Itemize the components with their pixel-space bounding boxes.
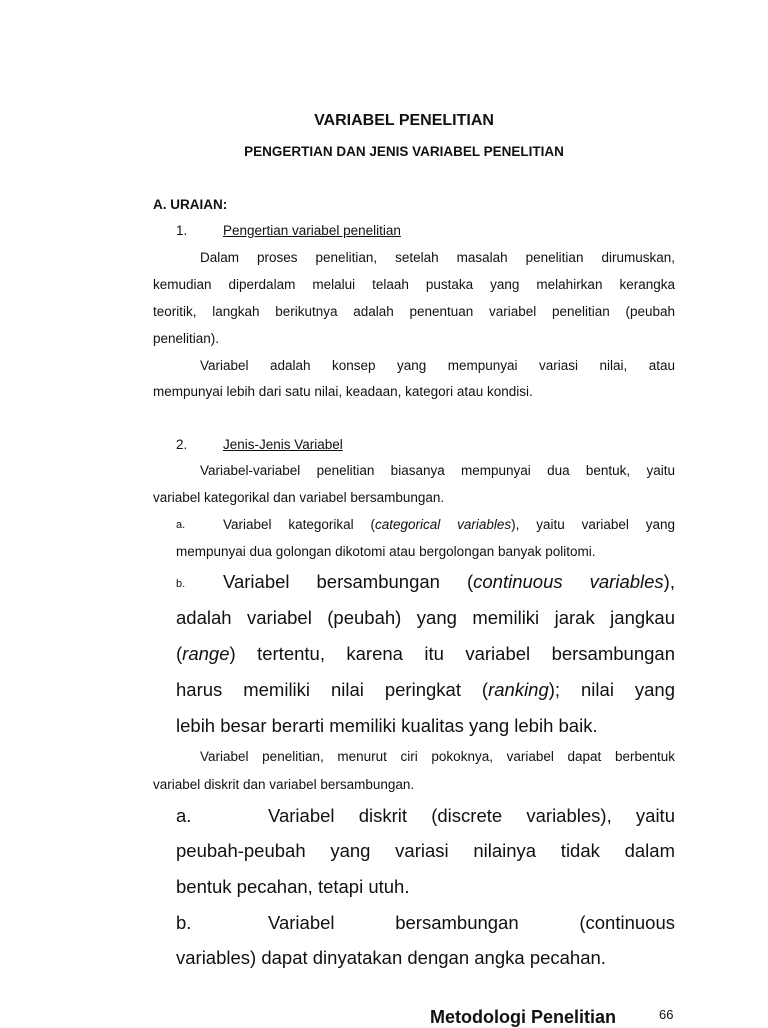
page-number: 66 [659,1007,674,1022]
item1-para1-line: kemudian diperdalam melalui telaah pustaka yang melahirkan kerangka [153,277,675,292]
sub-b-label: b. [176,578,186,590]
item1-para2-line: Variabel adalah konsep yang mempunyai variasi nilai, atau [200,358,675,373]
item1-number: 1. [176,223,188,238]
item2-para2-line: Variabel penelitian, menurut ciri pokoknya, variabel dapat berbentuk [200,749,675,764]
list2-a-line3: bentuk pecahan, tetapi utuh. [176,876,410,897]
section-a-heading: A. URAIAN: [153,197,228,212]
item2-heading: Jenis-Jenis Variabel [223,437,343,452]
item2-para1-line: variabel kategorikal dan variabel bersambungan. [153,490,445,505]
sub-b-line1: Variabel bersambungan (continuous variables), [223,571,675,592]
item1-para1-line: Dalam proses penelitian, setelah masalah penelitian dirumuskan, [200,250,675,265]
list2-b-label: b. [176,912,192,933]
list2-b-line1: Variabel bersambungan (continuous [268,912,675,933]
list2-a-line1: Variabel diskrit (discrete variables), yaitu [268,805,675,826]
item2-para1-line: Variabel-variabel penelitian biasanya mempunyai dua bentuk, yaitu [200,463,675,478]
sub-b-line3: (range) tertentu, karena itu variabel bersambungan [176,643,675,664]
item1-heading: Pengertian variabel penelitian [223,223,401,238]
list2-a-line2: peubah-peubah yang variasi nilainya tidak dalam [176,840,675,861]
page-title: VARIABEL PENELITIAN [314,112,494,129]
sub-b-line2: adalah variabel (peubah) yang memiliki jarak jangkau [176,607,675,628]
sub-a-line1: Variabel kategorikal (categorical variables), yaitu variabel yang [223,517,675,532]
list2-b-line2: variables) dapat dinyatakan dengan angka pecahan. [176,947,606,968]
list2-a-label: a. [176,805,192,826]
item2-para2-line: variabel diskrit dan variabel bersambungan. [153,777,415,792]
item1-para1-line: teoritik, langkah berikutnya adalah penentuan variabel penelitian (peubah [153,304,675,319]
item1-para1-line: penelitian). [153,331,220,346]
sub-b-line4: harus memiliki nilai peringkat (ranking); nilai yang [176,679,676,700]
item1-para2-line: mempunyai lebih dari satu nilai, keadaan, kategori atau kondisi. [153,384,533,399]
sub-b-line5: lebih besar berarti memiliki kualitas yang lebih baik. [176,715,598,736]
item2-number: 2. [176,437,188,452]
sub-a-line2: mempunyai dua golongan dikotomi atau bergolongan banyak politomi. [176,544,596,559]
sub-a-label: a. [176,519,186,531]
page-subtitle: PENGERTIAN DAN JENIS VARIABEL PENELITIAN [244,144,564,159]
footer-text: Metodologi Penelitian [430,1007,617,1027]
